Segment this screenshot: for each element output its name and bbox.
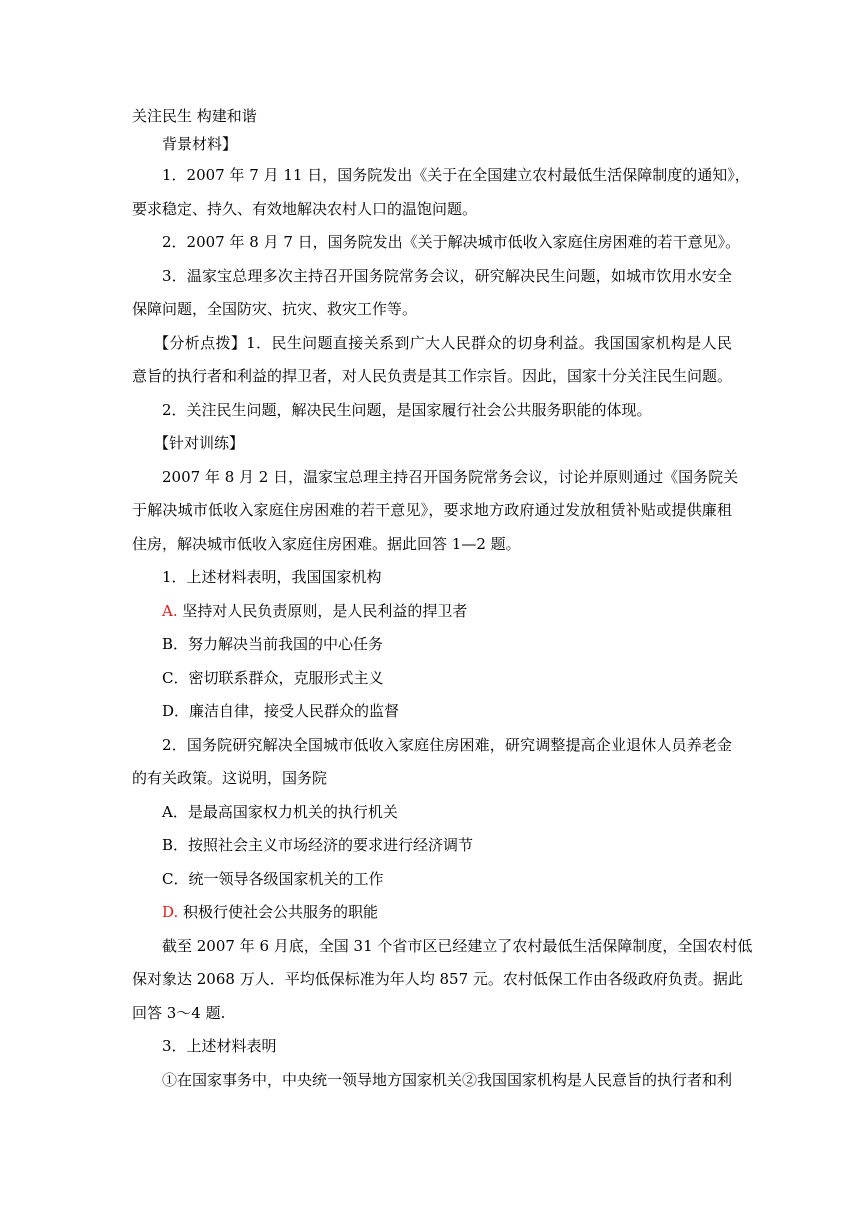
background-heading: 背景材料】 (162, 135, 238, 153)
option-text: 统一领导各级国家机关的工作 (188, 869, 384, 888)
paragraph-line: 回答 3～4 题. (132, 1003, 226, 1022)
question-1-option-a (132, 595, 732, 629)
option-text: 努力解决当前我国的中心任务 (188, 635, 384, 653)
question-3-option-line: ①在国家事务中，中央统一领导地方国家机关②我国国家机构是人民意旨的执行者和利 (162, 1070, 733, 1089)
question-3-stem: 3．上述材料表明 (162, 1037, 277, 1055)
paragraph-line: 于解决城市低收入家庭住房困难的若干意见》，要求地方政府通过发放租赁补贴或提供廉租 (132, 501, 732, 519)
paragraph-line: 3．温家宝总理多次主持召开国务院常务会议，研究解决民生问题，如城市饮用水安全 (162, 266, 732, 285)
paragraph-line: 的有关政策。这说明，国务院 (132, 769, 328, 787)
paragraph-line: 住房，解决城市低收入家庭住房困难。据此回答 1—2 题。 (132, 534, 521, 553)
paragraph-line: 保对象达 2068 万人．平均低保标准为年人均 857 元。农村低保工作由各级政府负责。据此 (132, 970, 743, 988)
question-2-option-a (132, 796, 732, 830)
paragraph-line: 【分析点拨】1．民生问题直接关系到广大人民群众的切身利益。我国国家机构是人民 (154, 333, 732, 352)
paragraph-line: 要求稳定、持久、有效地解决农村人口的温饱问题。 (132, 199, 478, 218)
paragraph-line: 1．2007 年 7 月 11 日，国务院发出《关于在全国建立农村最低生活保障制度的通知》， (162, 166, 750, 184)
analysis-item-2: 2．关注民生问题，解决民生问题，是国家履行社会公共服务职能的体现。 (162, 400, 652, 419)
option-text: 按照社会主义市场经济的要求进行经济调节 (188, 836, 474, 854)
paragraph-line: 意旨的执行者和利益的捍卫者，对人民负责是其工作宗旨。因此，国家十分关注民生问题。 (132, 367, 733, 385)
question-2-stem (132, 729, 732, 796)
background-item-1 (132, 159, 750, 226)
paragraph-line: 2．国务院研究解决全国城市低收入家庭住房困难，研究调整提高企业退休人员养老金 (162, 735, 732, 754)
background-item-3 (132, 260, 732, 327)
training-heading: 【针对训练】 (154, 434, 245, 452)
analysis-paragraph (132, 327, 732, 394)
question-1-option-d (132, 695, 732, 729)
question-2-option-d (132, 896, 732, 930)
paragraph-line: 保障问题，全国防灾、抗灾、救灾工作等。 (132, 300, 418, 318)
option-text: 是最高国家权力机关的执行机关 (187, 802, 398, 821)
option-text: 积极行使社会公共服务的职能 (178, 903, 379, 921)
option-text: 坚持对人民负责原则，是人民利益的捍卫者 (177, 601, 468, 620)
question-1-option-b (132, 628, 732, 662)
option-letter: A. (162, 601, 178, 620)
option-text: 廉洁自律，接受人民群众的监督 (189, 702, 400, 720)
question-2-option-b (132, 829, 732, 863)
option-letter: D. (162, 903, 179, 921)
option-letter: C． (162, 869, 189, 888)
option-text: 密切联系群众，克服形式主义 (188, 668, 384, 687)
option-letter: B． (162, 836, 189, 854)
option-letter: A． (162, 802, 188, 821)
document-page (132, 103, 753, 1097)
paragraph-line: 截至 2007 年 6 月底，全国 31 个省市区已经建立了农村最低生活保障制度，全国农村低 (162, 936, 753, 955)
question-1-option-c (132, 662, 732, 696)
document-title: 关注民生 构建和谐 (132, 107, 257, 125)
option-letter: C． (162, 668, 189, 687)
paragraph-line: 2007 年 8 月 2 日，温家宝总理主持召开国务院常务会议，讨论并原则通过《国务院关 (162, 467, 739, 486)
question-2-option-c (132, 863, 732, 897)
question-1-stem: 1．上述材料表明，我国国家机构 (162, 568, 382, 586)
material-2 (132, 930, 753, 1031)
background-item-2: 2．2007 年 8 月 7 日，国务院发出《关于解决城市低收入家庭住房困难的若干意见》。 (162, 233, 741, 251)
option-letter: D． (162, 702, 190, 720)
option-letter: B． (162, 635, 189, 653)
material-1 (132, 461, 739, 562)
